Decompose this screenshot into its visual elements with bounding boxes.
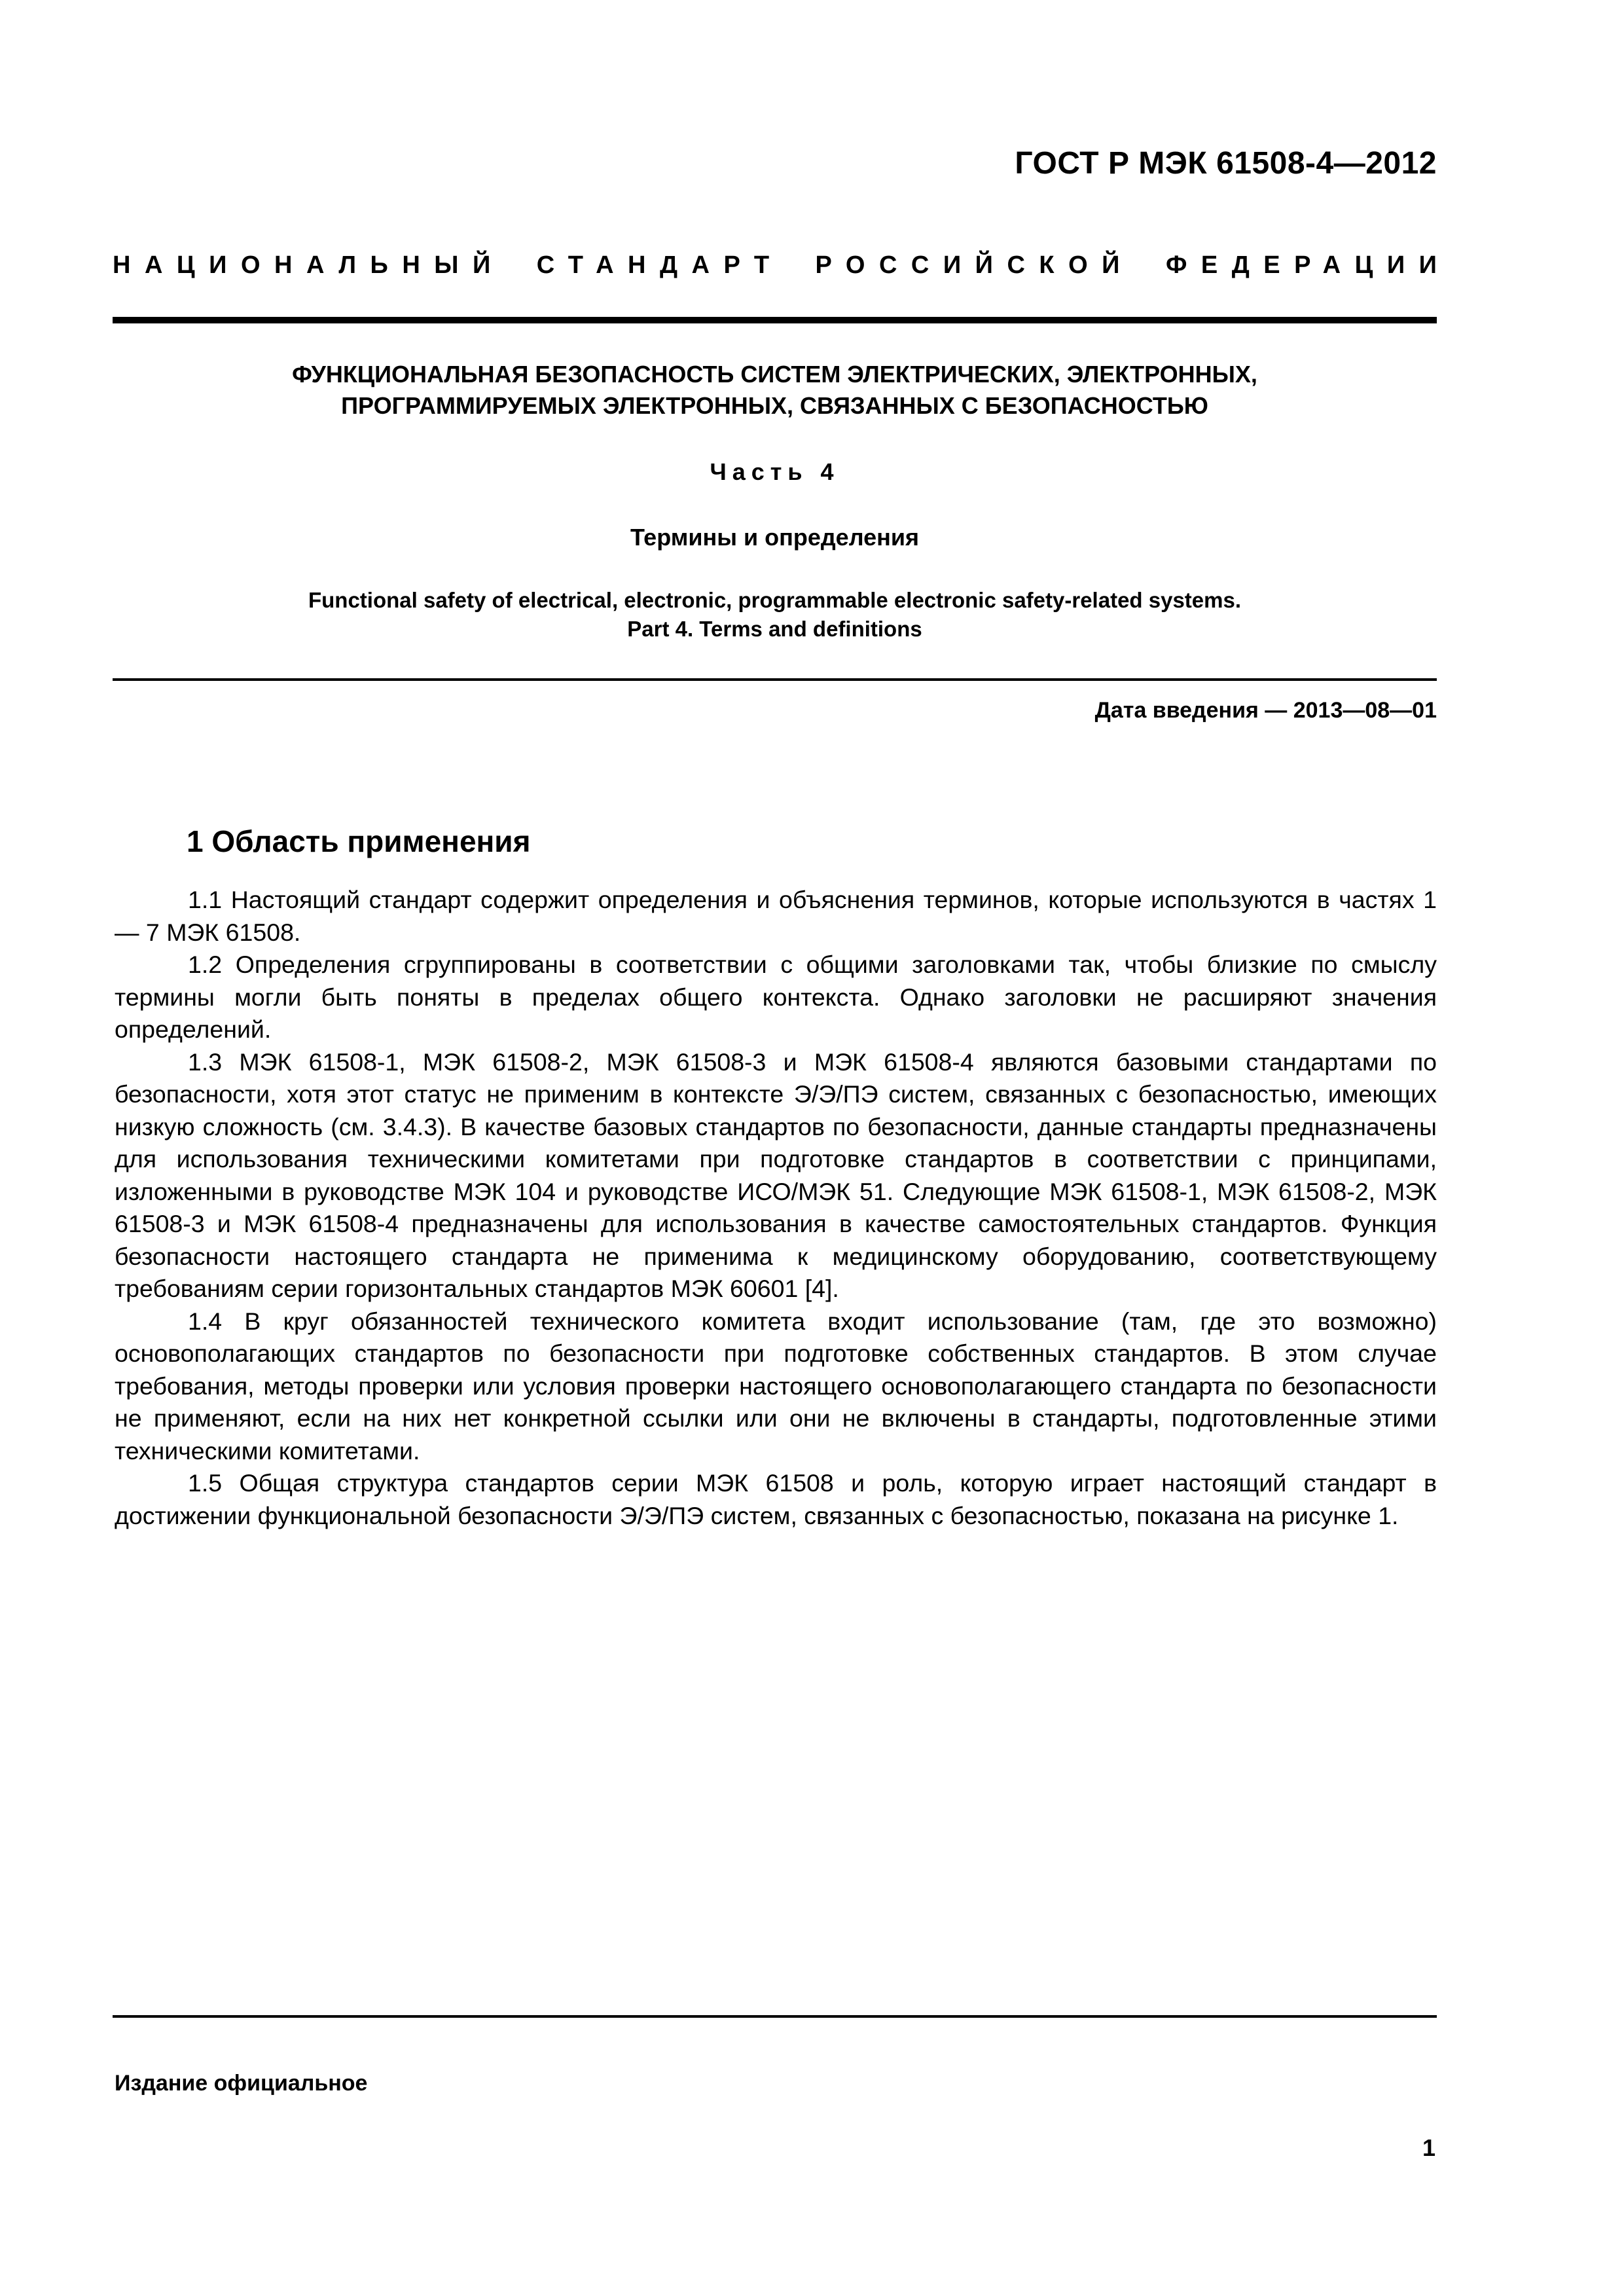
paragraph: 1.2 Определения сгруппированы в соответствии с общими заголовками так, чтобы близкие по смыслу термины могли быть поняты в пределах общего контекста. Однако заголовки не расширяют значения определений. [115,951,1437,1043]
subtitle: Термины и определения [630,524,920,551]
footer-rule [113,2015,1437,2018]
russian-title-line: ПРОГРАММИРУЕМЫХ ЭЛЕКТРОННЫХ, СВЯЗАННЫХ С БЕЗОПАСНОСТЬЮ [341,392,1208,419]
introduction-date: Дата введения — 2013—08—01 [1094,698,1437,723]
russian-title [113,359,1437,422]
english-title-line: Functional safety of electrical, electronic, programmable electronic safety-related systems. [308,588,1242,612]
national-word: РОССИЙСКОЙ [815,251,1134,279]
standard-number: ГОСТ Р МЭК 61508-4—2012 [1015,146,1437,181]
section-body [115,884,1437,1532]
part-label: Часть 4 [710,458,840,485]
paragraph: 1.1 Настоящий стандарт содержит определения и объяснения терминов, которые используются в частях 1 — 7 МЭК 61508. [115,886,1437,946]
page-number: 1 [1422,2134,1435,2161]
paragraph: 1.3 МЭК 61508-1, МЭК 61508-2, МЭК 61508-3 и МЭК 61508-4 являются базовыми стандартами по безопасности, хотя этот статус не применим в контексте Э/Э/ПЭ систем, связанных с безопасностью, имеющих низкую сложность (см. 3.4.3). В качестве базовых стандартов по безопасности, данные стандарты предназначены для использования техническими комитетами при подготовке стандартов в соответствии с принципами, изложенными в руководстве МЭК 104 и руководстве ИСО/МЭК 51. Следующие МЭК 61508-1, МЭК 61508-2, МЭК 61508-3 и МЭК 61508-4 предназначены для использования в качестве самостоятельных стандартов. Функция безопасности настоящего стандарта не применима к медицинскому оборудованию, соответствующему требованиям серии горизонтальных стандартов МЭК 60601 [4]. [115,1048,1437,1302]
paragraph: 1.5 Общая структура стандартов серии МЭК 61508 и роль, которую играет настоящий стандарт в достижении функциональной безопасности Э/Э/ПЭ систем, связанных с безопасностью, показана на рисунке 1. [115,1469,1437,1529]
paragraph: 1.4 В круг обязанностей технического комитета входит использование (там, где это возможно) основополагающих стандартов по безопасности при подготовке собственных стандартов. В этом случае требования, методы проверки или условия проверки настоящего основополагающего стандарта по безопасности не применяют, если на них нет конкретной ссылки или они не включены в стандарты, подготовленные этими техническими комитетами. [115,1307,1437,1465]
english-title [113,586,1437,644]
russian-title-line: ФУНКЦИОНАЛЬНАЯ БЕЗОПАСНОСТЬ СИСТЕМ ЭЛЕКТРИЧЕСКИХ, ЭЛЕКТРОННЫХ, [292,361,1257,388]
national-word: НАЦИОНАЛЬНЫЙ [113,251,505,279]
national-standard-heading [113,251,1451,280]
title-rule [113,678,1437,681]
official-edition-label: Издание официальное [115,2071,368,2096]
header-rule-thick [113,317,1437,323]
english-title-line: Part 4. Terms and definitions [627,617,922,641]
national-word: СТАНДАРТ [536,251,784,279]
section-heading: 1 Область применения [187,824,531,858]
national-word: ФЕДЕРАЦИИ [1165,251,1451,279]
